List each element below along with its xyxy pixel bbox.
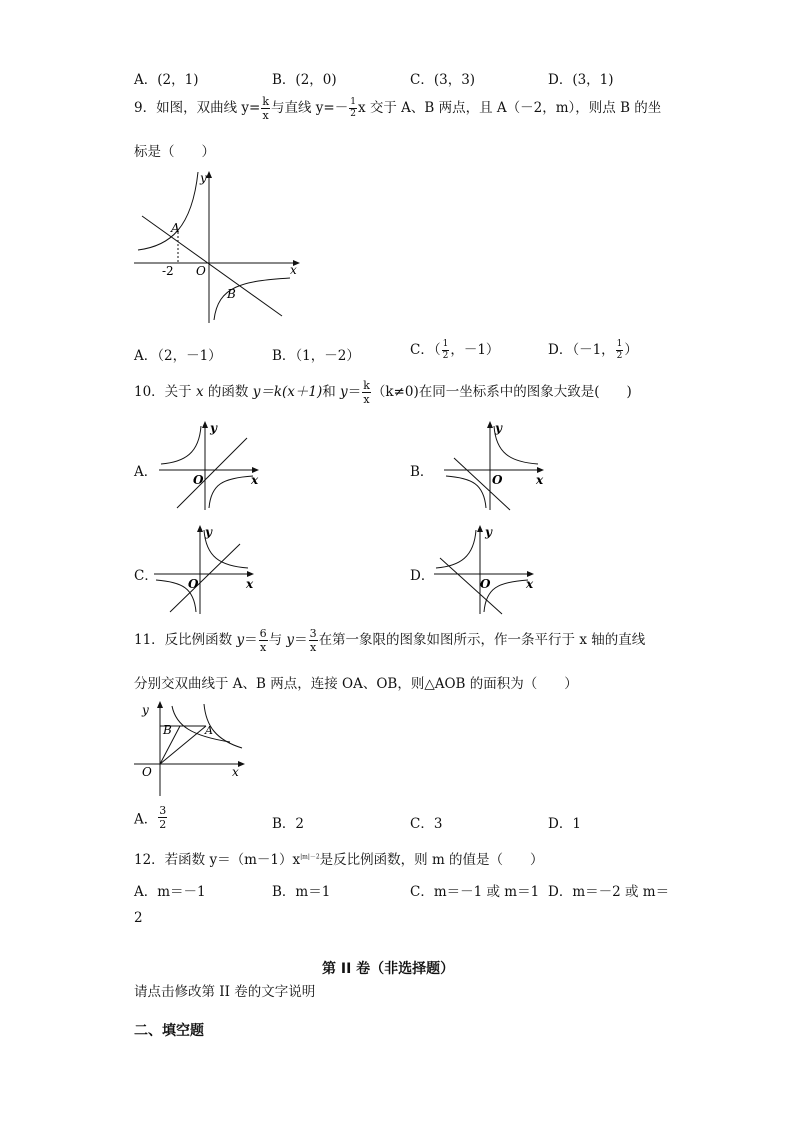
q11-option-d: D．1 [548,816,581,832]
q9-fig-label-b: B [227,287,236,301]
q10d-o: O [480,577,491,591]
q11-stem: 11．反比例函数 y＝ $\frac{6}{x}$ 与 y＝ $\frac{3}{x}$ 在第一象限的图象如图所示，作一条平行于 x 轴的直线 [134,627,646,654]
q11-option-c: C．3 [410,816,443,832]
q10a-y: y [210,421,217,435]
q9-fig-label-x: x [290,263,297,277]
q12-option-a: A．m＝－1 [134,884,206,900]
q11-option-b: B．2 [272,816,305,832]
q11-stem-line2: 分别交双曲线于 A、B 两点，连接 OA、OB，则△AOB 的面积为（ ） [134,676,578,692]
q10-option-c-label: C． [134,568,158,584]
q12-stem: 12．若函数 $y=(m-1)x^{|m|-2}$是反比例函数，则 m 的值是（ ） [134,852,544,868]
q12-option-c: C．m＝－1 或 m＝1 [410,884,540,900]
q8-option-d: D．(3，1) [548,72,614,88]
section-title: 第 II 卷（非选择题） [322,961,455,977]
q9-option-b: B．（1，－2） [272,348,360,364]
q10-graph-b [440,418,550,513]
section-part-heading: 二、填空题 [134,1023,204,1039]
q10a-x: x [251,473,259,487]
q10b-x: x [536,473,544,487]
q9-option-c: C．（ $\frac{1}{2}$ ，－1） [410,339,500,361]
q8-option-a: A．(2，1) [134,72,199,88]
section-note[interactable]: 请点击修改第 II 卷的文字说明 [134,984,316,1000]
q10c-y: y [205,525,212,539]
q12-option-d: D．m＝－2 或 m＝ [548,884,670,900]
q10-graph-d [430,522,540,617]
q9-fig-label-neg2: -2 [162,264,174,278]
q8-option-b: B．(2，0) [272,72,337,88]
q9-stem-line2: 标是（ ） [134,144,215,160]
q8-option-c: C．(3，3) [410,72,476,88]
q12-option-d-wrap: 2 [134,910,143,926]
q9-stem: 9．如图，双曲线 y= $\frac{k}{x}$ 与直线 y=－ $\frac{1}{2}$ x 交于 A、B 两点，且 A（－2，m），则点 B 的坐 [134,95,662,122]
q9-option-d: D．（－1， $\frac{1}{2}$ ） [548,339,638,361]
q10b-o: O [492,473,503,487]
q10a-o: O [193,473,204,487]
q9-fig-label-o: O [196,264,206,278]
q11-fig-o: O [142,765,152,779]
q11-option-a: A． $\frac{3}{2}$ [134,804,167,831]
q9-frac-half: $\frac{1}{2}$ [350,97,356,119]
q10-graph-c [150,522,260,617]
q11-fig-y: y [142,703,149,717]
q10-option-d-label: D． [410,568,435,584]
q10-graph-a [155,418,265,513]
q10-stem: 10．关于 x 的函数 y＝k(x＋1)和 y＝ $\frac{k}{x}$ （k≠0)在同一坐标系中的图象大致是( ) [134,379,632,406]
q11-figure [130,698,250,798]
q9-frac-k-over-x: $\frac{k}{x}$ [262,95,269,122]
q10-option-a-label: A． [134,464,158,480]
q10c-x: x [246,577,254,591]
q9-figure [130,168,305,326]
q11-fig-x: x [232,765,239,779]
q10d-x: x [526,577,534,591]
q9-option-a: A．（2，－1） [134,348,222,364]
q9-fig-label-a: A [171,221,180,235]
q10-option-b-label: B． [410,464,434,480]
q10d-y: y [485,525,492,539]
q11-fig-b: B [163,723,172,737]
q10c-o: O [188,577,199,591]
q9-fig-label-y: y [200,171,207,185]
q11-fig-a: A [205,724,213,737]
q12-option-b: B．m＝1 [272,884,331,900]
q10b-y: y [495,421,502,435]
